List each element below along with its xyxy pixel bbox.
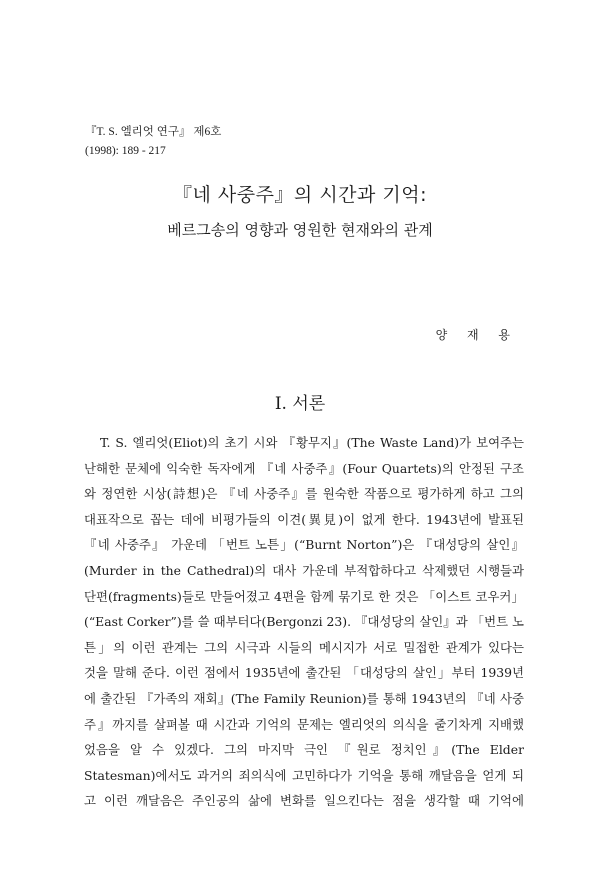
body-line: 난해한 문체에 익숙한 독자에게 『네 사중주』(Four Quartets)의 안정된 구조 [84,460,524,476]
body-line: 『네 사중주』 가운데 「번트 노튼」(“Burnt Norton”)은 『대성당의 살인』 [84,537,524,553]
journal-info [85,123,221,161]
body-line: 에 출간된 『가족의 재회』(The Family Reunion)를 통해 1943년의 『네 사중 [84,690,524,706]
paper-title: 『네 사중주』의 시간과 기억: [172,184,428,206]
body-line: 것을 말해 준다. 이런 점에서 1935년에 출간된 「대성당의 살인」부터 1939년 [84,665,524,681]
body-line: T. S. 엘리엇(Eliot)의 초기 시와 『황무지』(The Waste Land)가 보여주는 [100,435,524,450]
body-line: 단편(fragments)들로 만들어졌고 4편을 함께 묶기로 한 것은 「이스트 코우커」 [84,588,524,604]
journal-pages: (1998): 189 - 217 [85,145,166,157]
body-line: (“East Corker”)를 쓸 때부터다(Bergonzi 23). 『대성당의 살인』과 「번트 노 [84,614,524,630]
paper-subtitle: 베르그송의 영향과 영원한 현재와의 관계 [167,221,433,239]
body-line: (Murder in the Cathedral)의 대사 가운데 부적합하다고 삭제했던 시행들과 [84,562,524,578]
body-line: 었음을 알 수 있겠다. 그의 마지막 극인 『원로 정치인』(The Elder [84,742,524,758]
body-line: 주』까지를 살펴볼 때 시간과 기억의 문제는 엘리엇의 의식을 줄기차게 지배했 [84,716,524,732]
section-heading: I. 서론 [274,394,326,414]
author-name: 양 재 용 [435,328,518,342]
body-line: 와 정연한 시상(詩想)은 『네 사중주』를 원숙한 작품으로 평가하게 하고 그의 [84,486,524,502]
body-text [84,430,524,814]
body-line: 튼」의 이런 관계는 그의 시극과 시들의 메시지가 서로 밀접한 관계가 있다는 [84,639,524,655]
journal-title: 『T. S. 엘리엇 연구』 제6호 [85,126,222,138]
body-line: 고 이런 깨달음은 주인공의 삶에 변화를 일으킨다는 점을 생각할 때 기억에 [84,793,524,809]
body-line: 대표작으로 꼽는 데에 비평가들의 이견(異見)이 없게 한다. 1943년에 발표된 [84,511,524,527]
body-line: Statesman)에서도 과거의 죄의식에 고민하다가 기억을 통해 깨달음을 얻게 되 [84,767,524,783]
